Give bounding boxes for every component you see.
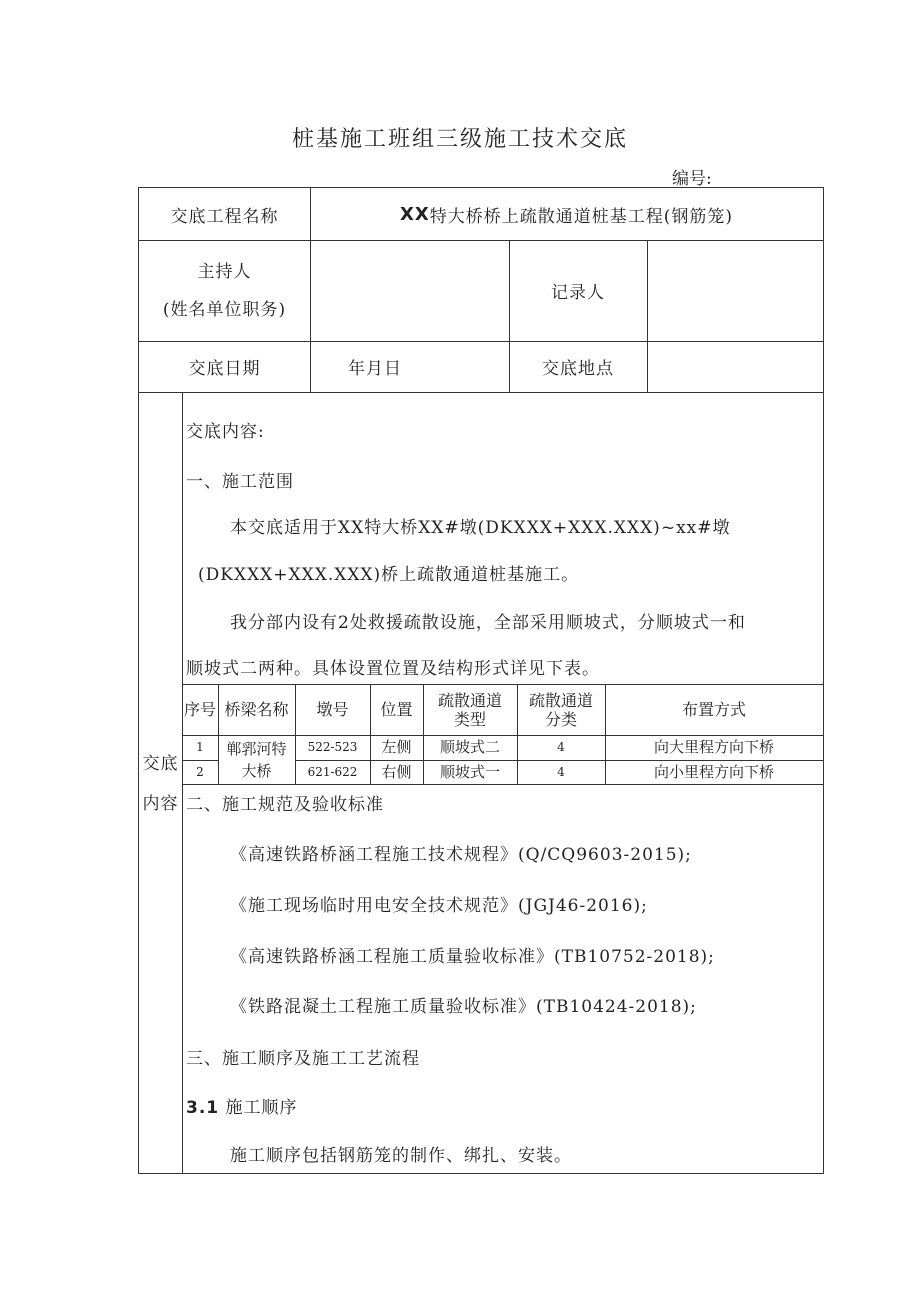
doc-number-label: 编号: xyxy=(672,169,712,189)
date-label: 交底日期 xyxy=(188,359,261,379)
col-header-type-line2: 类型 xyxy=(453,709,486,729)
col-header-class xyxy=(517,684,605,735)
content-side-label-1: 交底 xyxy=(142,754,179,774)
row-1-no: 1 xyxy=(196,740,204,754)
col-header-bridge: 桥梁名称 xyxy=(224,700,289,719)
row-1-layout: 向大里程方向下桥 xyxy=(653,738,774,756)
host-value-field[interactable] xyxy=(310,240,509,341)
row-2-pier: 621-622 xyxy=(307,764,358,779)
standard-4: 《铁路混凝土工程施工质量验收标准》(TB10424-2018); xyxy=(230,997,697,1017)
row-2-position: 右侧 xyxy=(381,762,412,781)
recorder-value-field[interactable] xyxy=(647,240,823,341)
row-1-class: 4 xyxy=(557,740,565,754)
col-header-no: 序号 xyxy=(183,700,216,719)
project-name-label: 交底工程名称 xyxy=(170,206,279,227)
disclosure-form xyxy=(138,187,824,1174)
project-prefix: XX xyxy=(399,203,430,225)
content-side-label-2: 内容 xyxy=(142,794,179,814)
section-1-title: 一、施工范围 xyxy=(186,472,294,492)
bridge-name-line1: 郸郛河特 xyxy=(226,739,287,758)
document-title: 桩基施工班组三级施工技术交底 xyxy=(291,127,628,152)
col-header-type-line1: 疏散通道 xyxy=(437,690,502,710)
recorder-label: 记录人 xyxy=(551,283,605,303)
date-value[interactable]: 年月日 xyxy=(348,359,402,379)
project-name-text: 特大桥桥上疏散通道桩基工程(钢筋笼) xyxy=(429,206,734,227)
col-header-class-line2: 分类 xyxy=(544,709,577,729)
col-header-layout: 布置方式 xyxy=(681,700,746,719)
row-2-layout: 向小里程方向下桥 xyxy=(653,762,774,781)
section-2-title: 二、施工规范及验收标准 xyxy=(186,795,384,815)
host-label-line2: (姓名单位职务) xyxy=(162,299,287,320)
row-1-pier: 522-523 xyxy=(307,740,358,754)
row-2-class: 4 xyxy=(557,764,565,779)
host-label-line1: 主持人 xyxy=(197,261,252,282)
row-2-type: 顺坡式一 xyxy=(439,762,500,781)
col-header-pier: 墩号 xyxy=(316,700,349,719)
section-3-title: 三、施工顺序及施工工艺流程 xyxy=(186,1049,420,1069)
row-1-type: 顺坡式二 xyxy=(439,738,500,756)
content-side-label xyxy=(139,744,182,824)
section-1-para-2-line-2: 顺坡式二两种。具体设置位置及结构形式详见下表。 xyxy=(186,659,600,679)
bridge-name-cell xyxy=(218,735,295,784)
standard-3: 《高速铁路桥涵工程施工质量验收标准》(TB10752-2018); xyxy=(230,947,715,967)
col-header-type xyxy=(423,684,517,735)
bridge-name-line2: 大桥 xyxy=(241,761,272,780)
section-1-para-2-line-1: 我分部内设有2处救援疏散设施，全部采用顺坡式，分顺坡式一和 xyxy=(230,613,746,633)
place-label: 交底地点 xyxy=(542,359,614,379)
content-heading: 交底内容: xyxy=(186,422,265,442)
row-2-no: 2 xyxy=(196,764,204,779)
section-3-1-paragraph: 施工顺序包括钢筋笼的制作、绑扎、安装。 xyxy=(230,1146,572,1166)
section-3-1-number: 3.1 xyxy=(186,1098,220,1118)
section-1-para-1-line-1: 本交底适用于XX特大桥XX#墩(DKXXX+XXX.XXX)~xx#墩 xyxy=(230,518,731,538)
section-3-1-title xyxy=(186,1093,298,1118)
standard-2: 《施工现场临时用电安全技术规范》(JGJ46-2016); xyxy=(230,896,648,916)
section-3-1-text: 施工顺序 xyxy=(225,1098,298,1118)
col-header-class-line1: 疏散通道 xyxy=(528,690,593,710)
place-value-field[interactable] xyxy=(647,341,823,392)
project-name-value xyxy=(310,188,823,240)
host-label xyxy=(139,240,310,341)
evacuation-table xyxy=(182,684,823,785)
row-1-position: 左侧 xyxy=(381,738,412,756)
col-header-position: 位置 xyxy=(380,700,413,719)
section-1-para-1-line-2: (DKXXX+XXX.XXX)桥上疏散通道桩基施工。 xyxy=(198,565,580,585)
standard-1: 《高速铁路桥涵工程施工技术规程》(Q/CQ9603-2015); xyxy=(230,845,692,865)
